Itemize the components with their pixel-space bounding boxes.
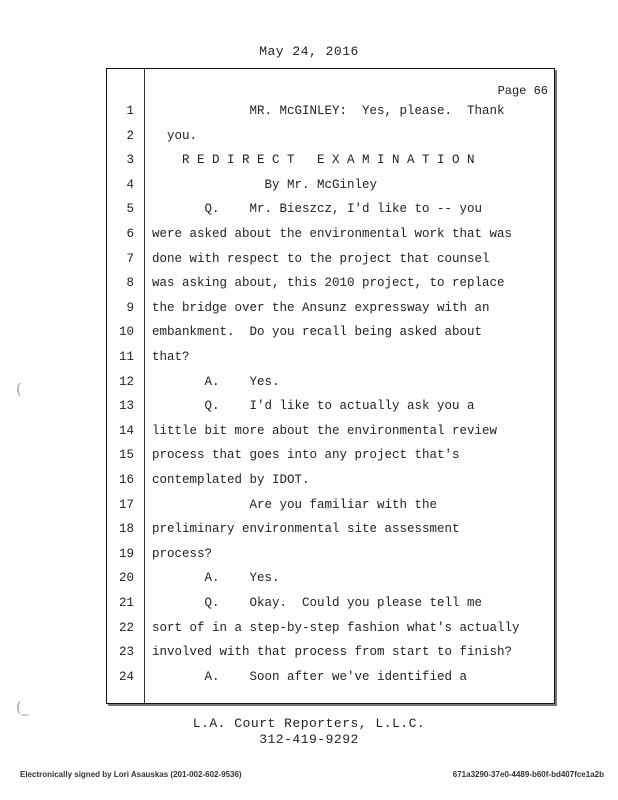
line-text: Q. Okay. Could you please tell me: [152, 596, 483, 610]
transcript-line: [106, 301, 553, 323]
line-text: was asking about, this 2010 project, to replace: [152, 276, 505, 291]
transcript-line: [106, 178, 553, 200]
transcript-line: [106, 325, 553, 347]
line-number: 1: [126, 104, 134, 118]
line-number: 19: [118, 546, 134, 561]
transcript-line: [106, 276, 553, 298]
line-number: 2: [126, 128, 134, 143]
transcript-line: [106, 129, 553, 151]
line-text: embankment. Do you recall being asked about: [152, 325, 483, 340]
line-text: Q. Mr. Bieszcz, I'd like to -- you: [152, 202, 483, 217]
line-text: Q. I'd like to actually ask you a: [152, 399, 475, 414]
transcript-line: [106, 350, 553, 372]
line-text: contemplated by IDOT.: [152, 473, 310, 487]
line-text: process that goes into any project that's: [152, 448, 460, 463]
transcript-line: [106, 202, 553, 224]
line-number: 14: [118, 423, 134, 438]
line-number: 24: [118, 669, 134, 684]
line-number: 7: [126, 251, 134, 266]
transcript-line: [106, 153, 553, 175]
footer-company: L.A. Court Reporters, L.L.C.: [192, 716, 426, 731]
transcript-line: [106, 522, 553, 544]
line-number: 23: [118, 645, 134, 660]
line-number: 13: [118, 399, 134, 414]
transcript-line: [106, 571, 553, 593]
line-text: involved with that process from start to finish?: [152, 645, 513, 660]
transcript-line: [106, 375, 553, 397]
line-text: the bridge over the Ansunz expressway with an: [152, 300, 490, 315]
line-text: preliminary environmental site assessment: [152, 522, 460, 537]
line-number: 12: [118, 374, 134, 389]
line-number: 3: [126, 153, 134, 168]
line-number: 10: [118, 325, 134, 340]
transcript-line: [106, 498, 553, 520]
transcript-line: [106, 104, 553, 126]
transcript-line: [106, 670, 553, 692]
line-number: 9: [126, 300, 134, 315]
transcript-line: [106, 596, 553, 618]
transcript-line: [106, 621, 553, 643]
transcript-line: [106, 547, 553, 569]
footer-phone: 312-419-9292: [259, 732, 359, 747]
transcript-line: [106, 645, 553, 667]
line-text: sort of in a step-by-step fashion what's actually: [152, 620, 520, 635]
transcript-line: [106, 252, 553, 274]
line-number: 6: [126, 227, 134, 241]
line-text: process?: [152, 546, 213, 561]
header-date: May 24, 2016: [259, 44, 359, 59]
line-text: done with respect to the project that counsel: [152, 251, 490, 266]
line-number: 17: [118, 497, 134, 512]
line-number: 20: [118, 571, 134, 586]
page-label: Page 66: [497, 84, 548, 98]
line-text: Are you familiar with the: [152, 497, 438, 512]
transcript-line: [106, 227, 553, 249]
line-text: R E D I R E C T E X A M I N A T I O N: [152, 153, 475, 168]
line-text: you.: [152, 128, 198, 143]
line-text: that?: [152, 350, 190, 364]
transcript-line: [106, 448, 553, 470]
line-number: 5: [126, 202, 134, 217]
line-text: A. Yes.: [152, 571, 280, 586]
line-text: MR. McGINLEY: Yes, please. Thank: [152, 104, 505, 118]
line-number: 16: [118, 473, 134, 487]
transcript-line: [106, 424, 553, 446]
line-number: 4: [126, 177, 134, 192]
transcript-line: [106, 399, 553, 421]
document-id: 671a3290-37e0-4489-b60f-bd407fce1a2b: [452, 770, 604, 779]
line-text: were asked about the environmental work that was: [152, 227, 513, 241]
line-text: little bit more about the environmental review: [152, 423, 498, 438]
electronic-signature: Electronically signed by Lori Asauskas (201-002-602-9536): [20, 770, 242, 779]
line-number: 18: [118, 522, 134, 537]
line-text: By Mr. McGinley: [152, 177, 378, 192]
line-number: 8: [126, 276, 134, 291]
margin-mark-left: (: [16, 382, 22, 398]
line-number: 22: [118, 620, 134, 635]
line-number: 15: [118, 448, 134, 463]
line-number: 21: [118, 596, 134, 610]
line-text: A. Soon after we've identified a: [152, 669, 468, 684]
transcript-line: [106, 473, 553, 495]
margin-mark-bottom-left: (_: [16, 700, 29, 716]
line-text: A. Yes.: [152, 374, 280, 389]
line-number: 11: [118, 350, 134, 364]
